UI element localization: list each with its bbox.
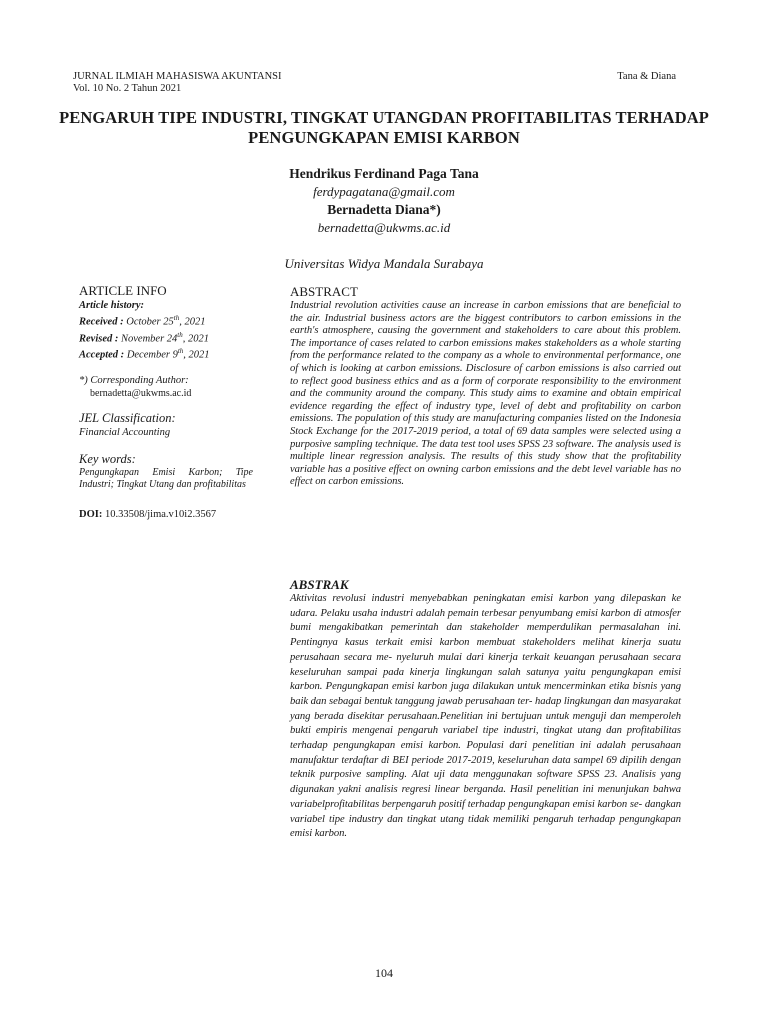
abstract-heading: ABSTRACT — [290, 284, 358, 299]
revised-date: November 24 — [121, 333, 178, 344]
revised-date-suffix: th — [177, 330, 183, 339]
accepted-year: , 2021 — [183, 349, 210, 361]
accepted-label: Accepted : — [79, 349, 125, 361]
author-1-email: ferdypagatana@gmail.com — [313, 184, 455, 199]
article-info-heading: ARTICLE INFO — [79, 283, 167, 298]
corresponding-author-email[interactable]: bernadetta@ukwms.ac.id — [90, 387, 192, 399]
keywords-value: Pengungkapan Emisi Karbon; Tipe Industri; Tingkat Utang dan profitabilitas — [79, 466, 253, 490]
doi-label: DOI: — [79, 508, 103, 520]
author-2-name: Bernadetta Diana*) — [327, 202, 441, 217]
accepted-line — [79, 345, 253, 362]
received-line — [79, 312, 253, 329]
received-date: October 25 — [126, 316, 174, 328]
received-label: Received : — [79, 316, 124, 328]
doi-link[interactable]: 10.33508/jima.v10i2.3567 — [104, 508, 217, 520]
corresponding-author-label: *) Corresponding Author: — [79, 374, 189, 386]
jel-heading: JEL Classification: — [79, 410, 176, 425]
accepted-date-suffix: th — [177, 347, 184, 355]
jel-value: Financial Accounting — [79, 426, 171, 438]
revised-year: , 2021 — [182, 333, 209, 344]
paper-title: PENGARUH TIPE INDUSTRI, TINGKAT UTANGDAN PROFITABILITAS TERHADAP PENGUNGKAPAN EMISI KARBON — [59, 108, 709, 147]
journal-name: JURNAL ILMIAH MAHASISWA AKUNTANSI — [73, 71, 282, 82]
article-history-label: Article history: — [79, 300, 145, 311]
page-number: 104 — [375, 966, 393, 980]
keywords-heading: Key words: — [79, 451, 136, 466]
article-info-panel — [79, 283, 253, 521]
abstract-body: Industrial revolution activities cause an increase in carbon emissions that are beneficial to the air. Industrial business actors are the biggest contributors to carbon emissions in the earth's atmosphere, causing the government and stakeholders to care about this problem. The importance of cases related to carbon emissions makes stakeholders as a whole starting from the performance related to the company as a whole to environmental performance, one of which is looking at carbon emissions. Disclosure of carbon emissions is also carried out to reflect good business ethics and as a form of corporate responsibility to the environment and the community around the company. This study aims to examine and obtain empirical evidence regarding the effect of industry type, level of debt and profitability on carbon emissions. The population of this study are manufacturing companies listed on the Indonesia Stock Exchange for the 2017-2019 period, a total of 69 data samples were selected using a purposive sampling technique. The data test tool uses SPSS 23 software. The analysis used is multiple linear regression analysis. The results of this study show that the profitability variable has a positive effect on owning carbon emissions and the debt level variable has no effect on carbon emissions. — [290, 300, 681, 488]
received-year: , 2021 — [179, 316, 206, 328]
running-authors: Tana & Diana — [617, 71, 676, 82]
doi-line — [79, 508, 253, 521]
revised-line — [79, 329, 253, 346]
received-date-suffix: th — [173, 314, 180, 322]
author-2-email: bernadetta@ukwms.ac.id — [317, 220, 451, 235]
abstrak-heading: ABSTRAK — [290, 577, 349, 592]
accepted-date: December 9 — [126, 349, 178, 361]
affiliation: Universitas Widya Mandala Surabaya — [284, 256, 484, 271]
abstrak-body: Aktivitas revolusi industri menyebabkan peningkatan emisi karbon yang dilepaskan ke udara. Pelaku usaha industri adalah pemain terbesar penyumbang emisi karbon di atmosfer bumi mengakibatkan pemerintah dan stakeholder memperdulikan permasalahan ini. Pentingnya kasus terkait emisi karbon membuat stakeholders melihat kinerja suatu perusahaan secara me- nyeluruh mulai dari kinerja terkait keuangan perusahaan secara keseluruhan sampai pada kinerja lingkungan salah satunya yaitu pengungkapan emisi karbon. Pengungkapan emisi karbon juga dilakukan untuk mencerminkan etika bisnis yang baik dan sebagai bentuk tanggung jawab perusahaan ter- hadap lingkungan dan masyarakat yang berada disekitar perusahaan.Penelitian ini bertujuan untuk menguji dan memperoleh bukti empiris mengenai pengaruh variabel tipe industri, tingkat utang dan profitabilitas terhadap pengungkapan emisi karbon. Populasi dari penelitian ini adalah perusahaan manufaktur terdaftar di BEI periode 2017-2019, keseluruhan data sampel 69 dipilih dengan teknik purposive sampling. Alat uji data menggunakan software SPSS 23. Analisis yang digunakan yakni analisis regresi linear berganda. Hasil penelitian ini menunjukan bahwa variabelprofitabilitas berpengaruh positif terhadap pengungkapan emisi karbon se- dangkan variabel tipe industry dan tingkat utang tidak memiliki pengaruh terhadap pengungkapan emisi karbon. — [290, 593, 681, 840]
revised-label: Revised : — [79, 333, 119, 344]
journal-volume: Vol. 10 No. 2 Tahun 2021 — [73, 83, 182, 94]
author-1-name: Hendrikus Ferdinand Paga Tana — [289, 166, 479, 181]
